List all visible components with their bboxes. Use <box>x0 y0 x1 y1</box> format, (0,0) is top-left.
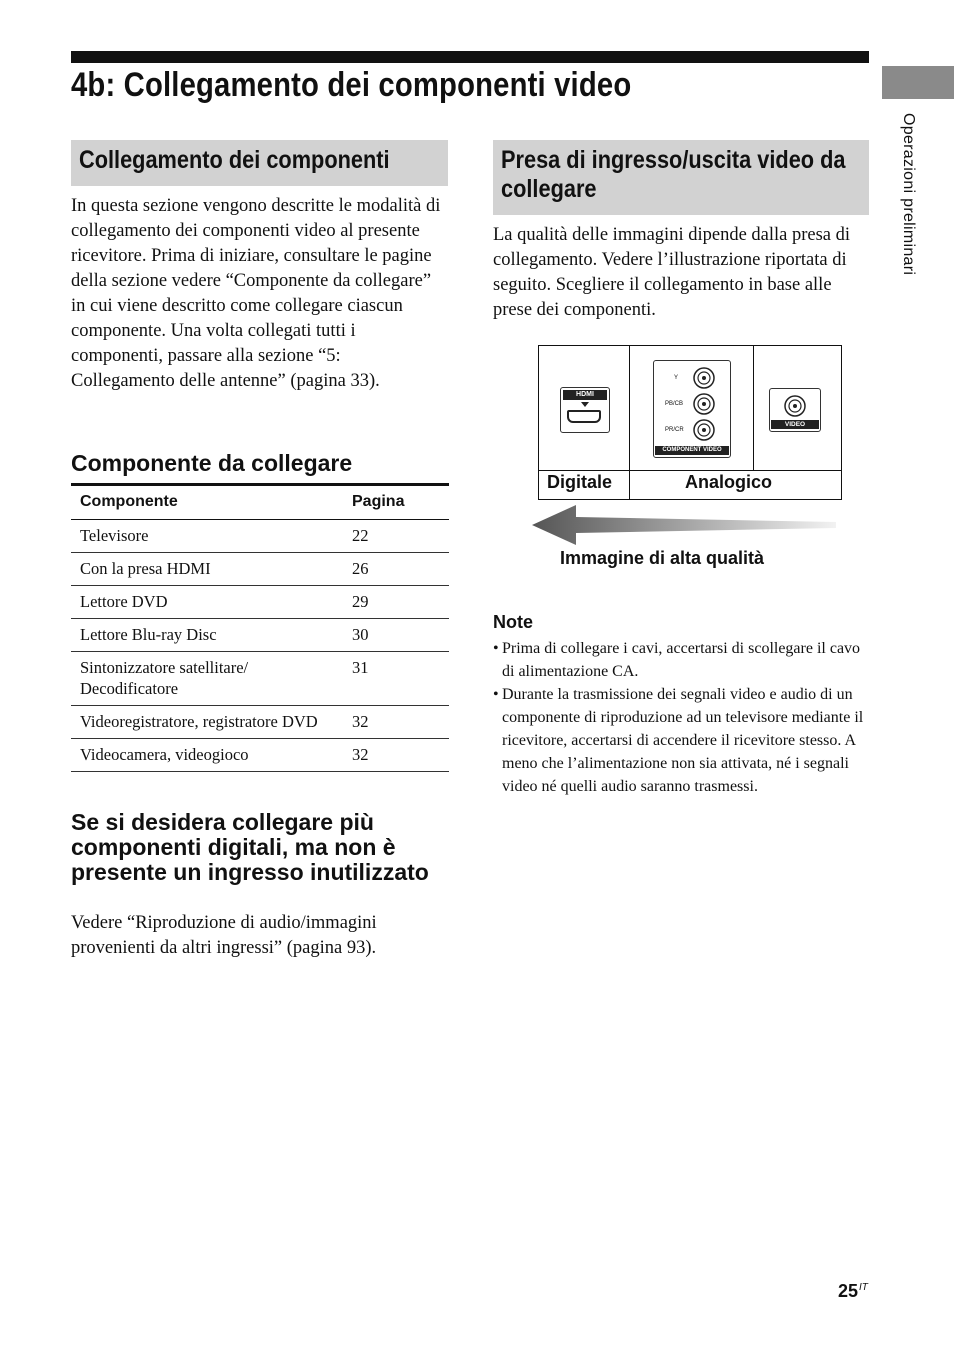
note-heading: Note <box>493 612 533 632</box>
table-heading: Componente da collegare <box>71 450 353 476</box>
section-side-label: Operazioni preliminari <box>900 113 917 276</box>
component-cell: Con la presa HDMI <box>71 553 343 586</box>
table-row <box>71 652 449 706</box>
table-header-row <box>71 485 449 520</box>
page-cell: 26 <box>343 553 449 586</box>
diagram-label-divider <box>539 470 841 471</box>
section-tab <box>882 66 954 99</box>
jacks-intro-paragraph: La qualità delle immagini dipende dalla presa di collegamento. Vedere l’illustrazione riportata di seguito. Scegliere il collegamento in base alle prese dei componenti. <box>493 225 851 320</box>
page-title: 4b: Collegamento dei componenti video <box>71 66 632 104</box>
table-row <box>71 520 449 553</box>
section-heading-jacks <box>493 140 869 215</box>
analog-label: Analogico <box>685 472 773 492</box>
table-row <box>71 619 449 652</box>
video-label: VIDEO <box>771 420 819 429</box>
title-rule <box>71 51 869 63</box>
digital-components-text: Vedere “Riproduzione di audio/immagini provenienti da altri ingressi” (pagina 93). <box>71 913 377 958</box>
page-number-suffix: IT <box>859 1282 868 1293</box>
jack-pb-label: PB/CB <box>665 401 684 407</box>
note-item: • Durante la trasmissione dei segnali video e audio di un componente di riproduzione ad un televisore mediante il ricevitore, accertarsi di accendere il ricevitore stesso. A meno che l’alimentazione non sia attivata, né i segnali video né quelli audio saranno trasmessi. <box>493 683 871 798</box>
diagram-divider <box>629 470 630 500</box>
page-cell: 30 <box>343 619 449 652</box>
section-heading-components <box>71 140 448 186</box>
diagram-divider <box>753 346 754 470</box>
table-row <box>71 553 449 586</box>
video-jack-icon <box>769 388 821 432</box>
digital-components-heading: Se si desidera collegare più componenti digitali, ma non è presente un ingresso inutilizzato <box>71 809 429 885</box>
component-video-label: COMPONENT VIDEO <box>655 446 729 455</box>
page-number-value: 25 <box>838 1281 859 1301</box>
section-heading-text: Collegamento dei componenti <box>79 146 390 174</box>
component-cell: Videocamera, videogioco <box>71 739 343 772</box>
column-header-component: Componente <box>71 485 343 520</box>
component-table <box>71 483 449 772</box>
component-video-panel-icon <box>653 360 731 458</box>
page-cell: 31 <box>343 652 449 706</box>
component-cell: Sintonizzatore satellitare/ Decodificatore <box>71 652 343 706</box>
table-row <box>71 739 449 772</box>
component-cell: Lettore Blu-ray Disc <box>71 619 343 652</box>
intro-paragraph: In questa sezione vengono descritte le modalità di collegamento dei componenti video al presente ricevitore. Prima di iniziare, consultare le pagine della sezione vedere “Componente da collegare” in cui viene descritto come collegare ciascun componente. Una volta collegati tutti i componenti, passare alla sezione “5: Collegamento delle antenne” (pagina 33). <box>71 196 441 391</box>
table-row <box>71 706 449 739</box>
jack-pr-label: PR/CR <box>665 427 684 433</box>
page-cell: 32 <box>343 706 449 739</box>
page-cell: 29 <box>343 586 449 619</box>
section-heading-text: Presa di ingresso/uscita video da collegare <box>501 146 846 203</box>
hdmi-jack-icon <box>560 387 610 433</box>
component-cell: Lettore DVD <box>71 586 343 619</box>
rca-jacks-icon <box>654 361 730 457</box>
component-cell: Televisore <box>71 520 343 553</box>
hdmi-label: HDMI <box>563 390 607 400</box>
note-item: • Prima di collegare i cavi, accertarsi di scollegare il cavo di alimentazione CA. <box>493 637 871 683</box>
quality-arrow-icon <box>530 503 840 547</box>
quality-label: Immagine di alta qualità <box>560 548 765 568</box>
jack-y-label: Y <box>674 375 679 381</box>
page-cell: 22 <box>343 520 449 553</box>
page-number <box>838 1281 868 1302</box>
component-cell: Videoregistratore, registratore DVD <box>71 706 343 739</box>
notes-list <box>493 637 871 798</box>
table-row <box>71 586 449 619</box>
hdmi-port-icon <box>567 410 601 423</box>
connection-diagram <box>538 345 842 500</box>
page-cell: 32 <box>343 739 449 772</box>
hdmi-arrow-icon <box>581 402 589 407</box>
column-header-page: Pagina <box>343 485 449 520</box>
diagram-divider <box>629 346 630 470</box>
digital-label: Digitale <box>547 472 613 492</box>
